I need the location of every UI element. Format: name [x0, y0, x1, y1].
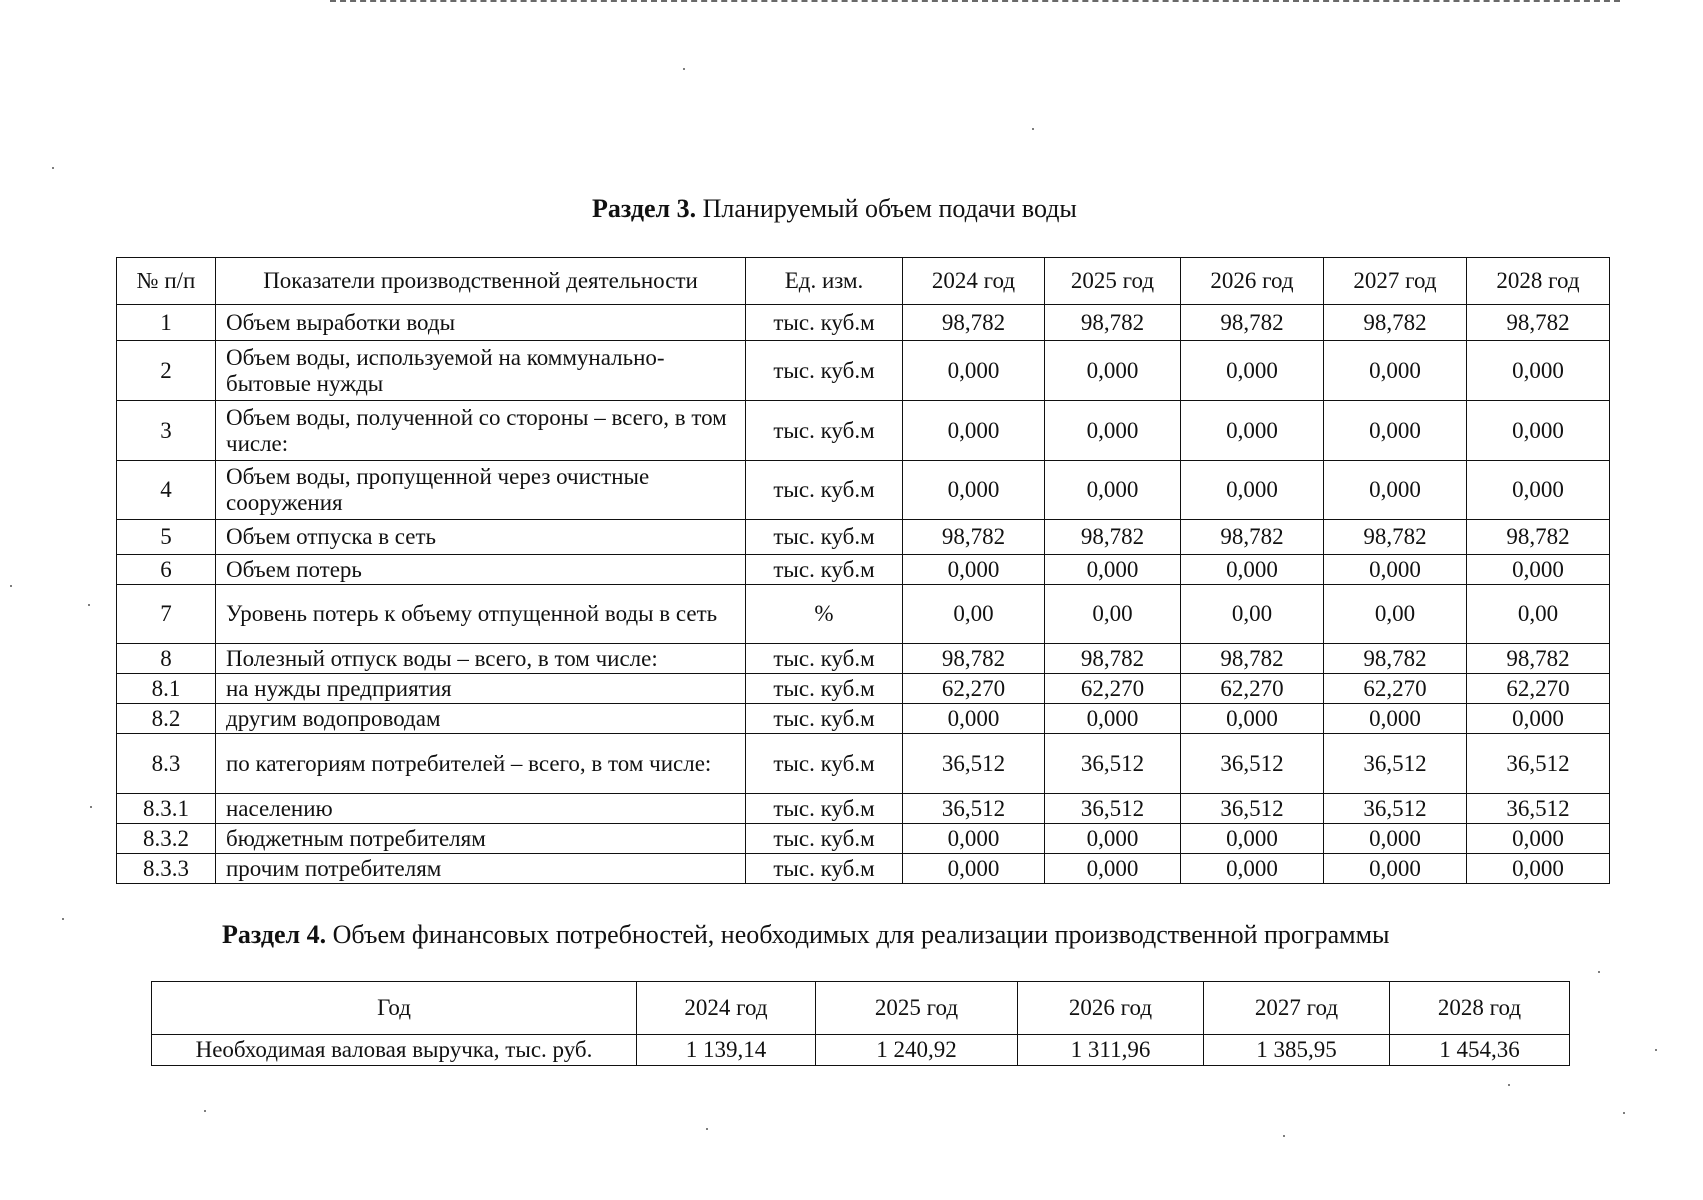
- value-2024: 98,782: [903, 520, 1045, 555]
- value-2025: 0,000: [1045, 555, 1181, 585]
- production-table-header-row: [117, 258, 1610, 305]
- row-number: 8.3.1: [117, 794, 216, 824]
- value-2027: 98,782: [1324, 305, 1467, 341]
- table-row: [117, 341, 1610, 401]
- indicator-name: по категориям потребителей – всего, в том числе:: [216, 734, 746, 794]
- table-row: [117, 585, 1610, 644]
- indicator-name: бюджетным потребителям: [216, 824, 746, 854]
- header-cell: № п/п: [117, 258, 216, 305]
- table-row: [117, 824, 1610, 854]
- value-2027: 36,512: [1324, 794, 1467, 824]
- table-row: [117, 305, 1610, 341]
- value-2027: 98,782: [1324, 520, 1467, 555]
- value-2028: 36,512: [1467, 794, 1610, 824]
- section-3-title-bold: Раздел 3.: [592, 194, 697, 223]
- table-row: [117, 461, 1610, 520]
- header-cell: 2026 год: [1181, 258, 1324, 305]
- row-number: 5: [117, 520, 216, 555]
- value-2026: 98,782: [1181, 305, 1324, 341]
- value-2026: 0,000: [1181, 704, 1324, 734]
- scan-speck: [62, 918, 64, 920]
- value-2024: 0,000: [903, 704, 1045, 734]
- value-2028: 0,000: [1467, 555, 1610, 585]
- value-2027: 36,512: [1324, 734, 1467, 794]
- value-2028: 98,782: [1467, 644, 1610, 674]
- scan-speck: [204, 1110, 206, 1112]
- table-row: [117, 854, 1610, 884]
- value-2028: 0,000: [1467, 401, 1610, 461]
- row-number: 1: [117, 305, 216, 341]
- table-row: [117, 644, 1610, 674]
- section-4-title-text: Объем финансовых потребностей, необходимых для реализации производственной программы: [326, 920, 1390, 949]
- unit: тыс. куб.м: [746, 520, 903, 555]
- row-number: 4: [117, 461, 216, 520]
- scan-speck: [1032, 128, 1034, 130]
- indicator-name: Объем воды, пропущенной через очистные сооружения: [216, 461, 746, 520]
- header-cell: 2025 год: [1045, 258, 1181, 305]
- value-2026: 0,00: [1181, 585, 1324, 644]
- value-2027: 0,000: [1324, 824, 1467, 854]
- table-row: [117, 401, 1610, 461]
- value-2028: 0,000: [1467, 854, 1610, 884]
- value-2028: 98,782: [1467, 305, 1610, 341]
- header-cell: 2028 год: [1390, 982, 1570, 1035]
- value-2025: 0,000: [1045, 461, 1181, 520]
- header-cell: 2027 год: [1324, 258, 1467, 305]
- value-2024: 36,512: [903, 794, 1045, 824]
- section-4-title-bold: Раздел 4.: [222, 920, 327, 949]
- unit: тыс. куб.м: [746, 644, 903, 674]
- value-2024: 0,00: [903, 585, 1045, 644]
- value-2024: 0,000: [903, 401, 1045, 461]
- section-4-title: [222, 920, 1390, 950]
- value-2026: 98,782: [1181, 520, 1324, 555]
- table-row: [117, 520, 1610, 555]
- value-2028: 0,000: [1467, 704, 1610, 734]
- value-2024: 0,000: [903, 341, 1045, 401]
- header-cell: 2027 год: [1204, 982, 1390, 1035]
- indicator-name: на нужды предприятия: [216, 674, 746, 704]
- value-2024: 0,000: [903, 461, 1045, 520]
- value-2026: 0,000: [1181, 824, 1324, 854]
- unit: тыс. куб.м: [746, 704, 903, 734]
- value-2026: 0,000: [1181, 854, 1324, 884]
- indicator-name: Полезный отпуск воды – всего, в том числе:: [216, 644, 746, 674]
- row-number: 8.3: [117, 734, 216, 794]
- table-row: [152, 1035, 1570, 1066]
- value-2024: 0,000: [903, 854, 1045, 884]
- scan-speck: [1283, 1135, 1285, 1137]
- row-number: 8.3.3: [117, 854, 216, 884]
- value-2026: 36,512: [1181, 734, 1324, 794]
- row-number: 2: [117, 341, 216, 401]
- header-cell: Ед. изм.: [746, 258, 903, 305]
- value-2024: 0,000: [903, 824, 1045, 854]
- value-2025: 0,000: [1045, 401, 1181, 461]
- value-2025: 0,00: [1045, 585, 1181, 644]
- value-2028: 0,00: [1467, 585, 1610, 644]
- value-2028: 98,782: [1467, 520, 1610, 555]
- header-cell: Год: [152, 982, 637, 1035]
- value-2027: 98,782: [1324, 644, 1467, 674]
- row-number: 8.3.2: [117, 824, 216, 854]
- header-cell: 2028 год: [1467, 258, 1610, 305]
- top-scan-border: [330, 0, 1620, 5]
- scan-speck: [1655, 1049, 1657, 1051]
- table-row: [117, 734, 1610, 794]
- revenue-label: Необходимая валовая выручка, тыс. руб.: [152, 1035, 637, 1066]
- row-number: 8.1: [117, 674, 216, 704]
- value-2026: 0,000: [1181, 401, 1324, 461]
- value-2026: 98,782: [1181, 644, 1324, 674]
- indicator-name: другим водопроводам: [216, 704, 746, 734]
- indicator-name: Уровень потерь к объему отпущенной воды в сеть: [216, 585, 746, 644]
- value-2027: 0,000: [1324, 341, 1467, 401]
- value-2027: 0,000: [1324, 461, 1467, 520]
- scan-speck: [88, 604, 90, 606]
- value-2028: 0,000: [1467, 824, 1610, 854]
- header-cell: 2026 год: [1018, 982, 1204, 1035]
- revenue-2028: 1 454,36: [1390, 1035, 1570, 1066]
- value-2025: 98,782: [1045, 305, 1181, 341]
- value-2025: 36,512: [1045, 794, 1181, 824]
- indicator-name: населению: [216, 794, 746, 824]
- unit: тыс. куб.м: [746, 854, 903, 884]
- value-2028: 0,000: [1467, 461, 1610, 520]
- value-2027: 0,000: [1324, 555, 1467, 585]
- revenue-2027: 1 385,95: [1204, 1035, 1390, 1066]
- indicator-name: прочим потребителям: [216, 854, 746, 884]
- scan-speck: [706, 1128, 708, 1130]
- scan-speck: [1508, 1084, 1510, 1086]
- unit: тыс. куб.м: [746, 734, 903, 794]
- unit: тыс. куб.м: [746, 555, 903, 585]
- scan-speck: [52, 167, 54, 169]
- revenue-2026: 1 311,96: [1018, 1035, 1204, 1066]
- value-2024: 0,000: [903, 555, 1045, 585]
- revenue-2024: 1 139,14: [637, 1035, 816, 1066]
- finance-table: [151, 981, 1570, 1066]
- scan-speck: [1623, 1112, 1625, 1114]
- header-cell: Показатели производственной деятельности: [216, 258, 746, 305]
- unit: тыс. куб.м: [746, 824, 903, 854]
- section-3-title: [592, 194, 1077, 224]
- table-row: [117, 555, 1610, 585]
- value-2025: 0,000: [1045, 704, 1181, 734]
- value-2028: 0,000: [1467, 341, 1610, 401]
- table-row: [117, 794, 1610, 824]
- value-2024: 36,512: [903, 734, 1045, 794]
- header-cell: 2024 год: [903, 258, 1045, 305]
- value-2027: 0,000: [1324, 854, 1467, 884]
- value-2026: 62,270: [1181, 674, 1324, 704]
- unit: тыс. куб.м: [746, 401, 903, 461]
- unit: тыс. куб.м: [746, 461, 903, 520]
- indicator-name: Объем выработки воды: [216, 305, 746, 341]
- value-2025: 98,782: [1045, 644, 1181, 674]
- value-2025: 0,000: [1045, 341, 1181, 401]
- value-2027: 0,00: [1324, 585, 1467, 644]
- scan-speck: [90, 806, 92, 808]
- value-2025: 62,270: [1045, 674, 1181, 704]
- value-2024: 98,782: [903, 305, 1045, 341]
- row-number: 8: [117, 644, 216, 674]
- value-2024: 62,270: [903, 674, 1045, 704]
- value-2028: 62,270: [1467, 674, 1610, 704]
- value-2025: 0,000: [1045, 824, 1181, 854]
- value-2026: 0,000: [1181, 555, 1324, 585]
- value-2027: 0,000: [1324, 401, 1467, 461]
- row-number: 8.2: [117, 704, 216, 734]
- revenue-2025: 1 240,92: [816, 1035, 1018, 1066]
- indicator-name: Объем воды, полученной со стороны – всего, в том числе:: [216, 401, 746, 461]
- header-cell: 2025 год: [816, 982, 1018, 1035]
- value-2025: 98,782: [1045, 520, 1181, 555]
- value-2028: 36,512: [1467, 734, 1610, 794]
- value-2025: 0,000: [1045, 854, 1181, 884]
- value-2027: 62,270: [1324, 674, 1467, 704]
- scan-speck: [1598, 971, 1600, 973]
- unit: %: [746, 585, 903, 644]
- scan-speck: [683, 68, 685, 70]
- indicator-name: Объем воды, используемой на коммунально-бытовые нужды: [216, 341, 746, 401]
- unit: тыс. куб.м: [746, 305, 903, 341]
- row-number: 7: [117, 585, 216, 644]
- unit: тыс. куб.м: [746, 674, 903, 704]
- unit: тыс. куб.м: [746, 341, 903, 401]
- value-2026: 0,000: [1181, 461, 1324, 520]
- value-2024: 98,782: [903, 644, 1045, 674]
- value-2025: 36,512: [1045, 734, 1181, 794]
- table-row: [117, 704, 1610, 734]
- scan-speck: [10, 585, 12, 587]
- indicator-name: Объем потерь: [216, 555, 746, 585]
- table-row: [117, 674, 1610, 704]
- section-3-title-text: Планируемый объем подачи воды: [696, 194, 1077, 223]
- unit: тыс. куб.м: [746, 794, 903, 824]
- indicator-name: Объем отпуска в сеть: [216, 520, 746, 555]
- value-2026: 36,512: [1181, 794, 1324, 824]
- production-table: [116, 257, 1610, 884]
- finance-table-header-row: [152, 982, 1570, 1035]
- value-2026: 0,000: [1181, 341, 1324, 401]
- value-2027: 0,000: [1324, 704, 1467, 734]
- row-number: 3: [117, 401, 216, 461]
- row-number: 6: [117, 555, 216, 585]
- header-cell: 2024 год: [637, 982, 816, 1035]
